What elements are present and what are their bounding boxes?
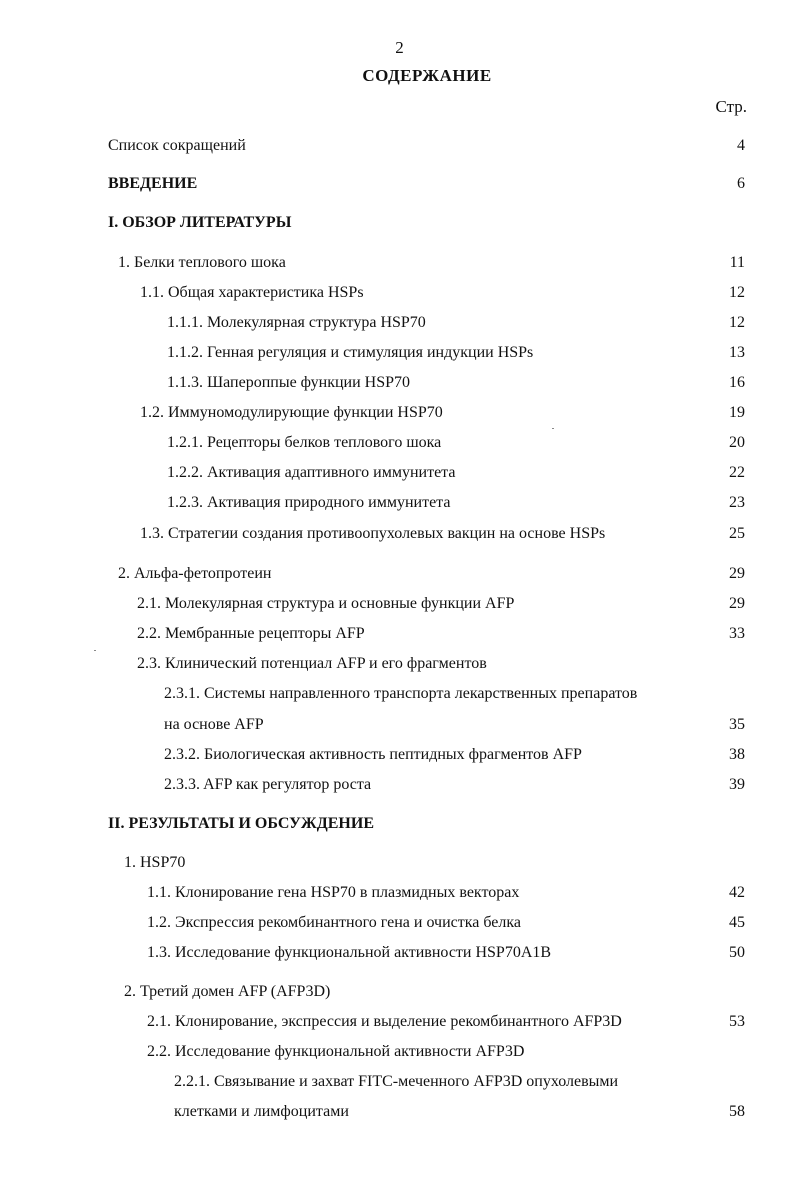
toc-entry-page: 53 — [729, 1013, 745, 1030]
toc-entry-2-2 — [0, 622, 799, 646]
toc-entry-1-1-1 — [0, 311, 799, 335]
toc-entry-text: 1.2.1. Рецепторы белков теплового шока — [167, 434, 442, 451]
toc-entry-text: 2.1. Клонирование, экспрессия и выделение рекомбинантного AFP3D — [147, 1013, 622, 1030]
toc-entry-text: I. ОБЗОР ЛИТЕРАТУРЫ — [108, 214, 292, 231]
toc-entry-text: 2.3.3. AFP как регулятор роста — [164, 776, 372, 793]
toc-entry-text: 2.3. Клинический потенциал AFP и его фрагментов — [137, 655, 487, 672]
toc-section-results — [0, 812, 799, 836]
toc-entry-page: 58 — [729, 1103, 745, 1120]
toc-entry-introduction — [0, 172, 799, 196]
toc-entry-page: 25 — [729, 525, 745, 542]
toc-entry-page: 16 — [729, 374, 745, 391]
toc-entry-1-2 — [0, 401, 799, 425]
toc-entry-page: 45 — [729, 914, 745, 931]
toc-entry-page: 39 — [729, 776, 745, 793]
toc-entry-text: 1.1.1. Молекулярная структура HSP70 — [167, 314, 426, 331]
toc-entry-text: 1.1. Общая характеристика HSPs — [140, 284, 364, 301]
toc-entry-page: 33 — [729, 625, 745, 642]
toc-entry-text: 1. Белки теплового шока — [118, 254, 286, 271]
scan-speck — [94, 650, 96, 651]
toc-entry-text: ВВЕДЕНИЕ — [108, 175, 198, 192]
toc-entry-2-3 — [0, 652, 799, 676]
page-title: СОДЕРЖАНИЕ — [362, 66, 492, 85]
toc-entry-page: 11 — [729, 254, 745, 271]
toc-entry-text: 1.2.2. Активация адаптивного иммунитета — [167, 464, 456, 481]
toc-entry-2-3-3 — [0, 773, 799, 797]
toc-entry-text: 1.3. Стратегии создания противоопухолевых вакцин на основе HSPs — [140, 525, 606, 542]
toc-section-literature-review — [0, 211, 799, 235]
toc-entry-page: 12 — [729, 284, 745, 301]
toc-entry-text: 2.3.1. Системы направленного транспорта лекарственных препаратов — [164, 685, 638, 702]
toc-entry-1-2-2 — [0, 461, 799, 485]
toc-entry-text: II. РЕЗУЛЬТАТЫ И ОБСУЖДЕНИЕ — [108, 815, 374, 832]
toc-entry-page: 29 — [729, 595, 745, 612]
toc-entry-1-2-1 — [0, 431, 799, 455]
toc-results-1-2 — [0, 911, 799, 935]
toc-entry-page: 23 — [729, 494, 745, 511]
toc-entry-page: 29 — [729, 565, 745, 582]
toc-results-1-3 — [0, 941, 799, 965]
toc-entry-1-1-2 — [0, 341, 799, 365]
toc-entry-page: 50 — [729, 944, 745, 961]
toc-entry-page: 4 — [737, 137, 745, 154]
toc-entry-1-1-3 — [0, 371, 799, 395]
toc-entry-2-1 — [0, 592, 799, 616]
toc-entry-2-3-1-continued — [0, 713, 799, 737]
toc-entry-abbreviations — [0, 134, 799, 158]
toc-entry-text: 1.2. Экспрессия рекомбинантного гена и очистка белка — [147, 914, 522, 931]
toc-entry-text: 1.2.3. Активация природного иммунитета — [167, 494, 451, 511]
toc-results-2-1 — [0, 1010, 799, 1034]
toc-entry-1-1 — [0, 281, 799, 305]
toc-entry-2-3-1 — [0, 682, 799, 706]
toc-entry-text: на основе AFP — [164, 716, 264, 733]
toc-entry-text: 1.1.2. Генная регуляция и стимуляция индукции HSPs — [167, 344, 534, 361]
toc-entry-2 — [0, 562, 799, 586]
toc-entry-page: 19 — [729, 404, 745, 421]
toc-entry-page: 20 — [729, 434, 745, 451]
toc-entry-page: 22 — [729, 464, 745, 481]
toc-results-2 — [0, 980, 799, 1004]
toc-results-1 — [0, 851, 799, 875]
toc-entry-1-3 — [0, 522, 799, 546]
toc-entry-text: 2.2. Исследование функциональной активности AFP3D — [147, 1043, 525, 1060]
toc-entry-text: 1.1. Клонирование гена HSP70 в плазмидных векторах — [147, 884, 520, 901]
toc-entry-text: 1.3. Исследование функциональной активности HSP70A1B — [147, 944, 552, 961]
toc-entry-text: Список сокращений — [108, 137, 246, 154]
toc-entry-page: 35 — [729, 716, 745, 733]
toc-entry-page: 38 — [729, 746, 745, 763]
toc-entry-text: 2. Третий домен AFP (AFP3D) — [124, 983, 331, 1000]
toc-entry-text: 2.3.2. Биологическая активность пептидных фрагментов AFP — [164, 746, 582, 763]
toc-entry-text: клетками и лимфоцитами — [174, 1103, 349, 1120]
toc-entry-2-3-2 — [0, 743, 799, 767]
toc-entry-text: 1.2. Иммуномодулирующие функции HSP70 — [140, 404, 443, 421]
toc-entry-page: 13 — [729, 344, 745, 361]
toc-entry-1 — [0, 251, 799, 275]
toc-entry-1-2-3 — [0, 491, 799, 515]
toc-entry-text: 2. Альфа-фетопротеин — [118, 565, 272, 582]
toc-results-1-1 — [0, 881, 799, 905]
toc-results-2-2 — [0, 1040, 799, 1064]
toc-results-2-2-1 — [0, 1070, 799, 1094]
toc-entry-text: 1. HSP70 — [124, 854, 186, 871]
toc-results-2-2-1-continued — [0, 1100, 799, 1124]
toc-entry-page: 42 — [729, 884, 745, 901]
toc-entry-text: 2.1. Молекулярная структура и основные функции AFP — [137, 595, 515, 612]
toc-entry-text: 1.1.3. Шапероппые функции HSP70 — [167, 374, 411, 391]
toc-entry-page: 12 — [729, 314, 745, 331]
page-column-header: Стр. — [715, 97, 747, 116]
page-number: 2 — [395, 38, 404, 57]
toc-entry-text: 2.2. Мембранные рецепторы AFP — [137, 625, 365, 642]
toc-entry-page: 6 — [737, 175, 745, 192]
toc-entry-text: 2.2.1. Связывание и захват FITC-меченного AFP3D опухолевыми — [174, 1073, 619, 1090]
scan-speck — [552, 428, 554, 429]
